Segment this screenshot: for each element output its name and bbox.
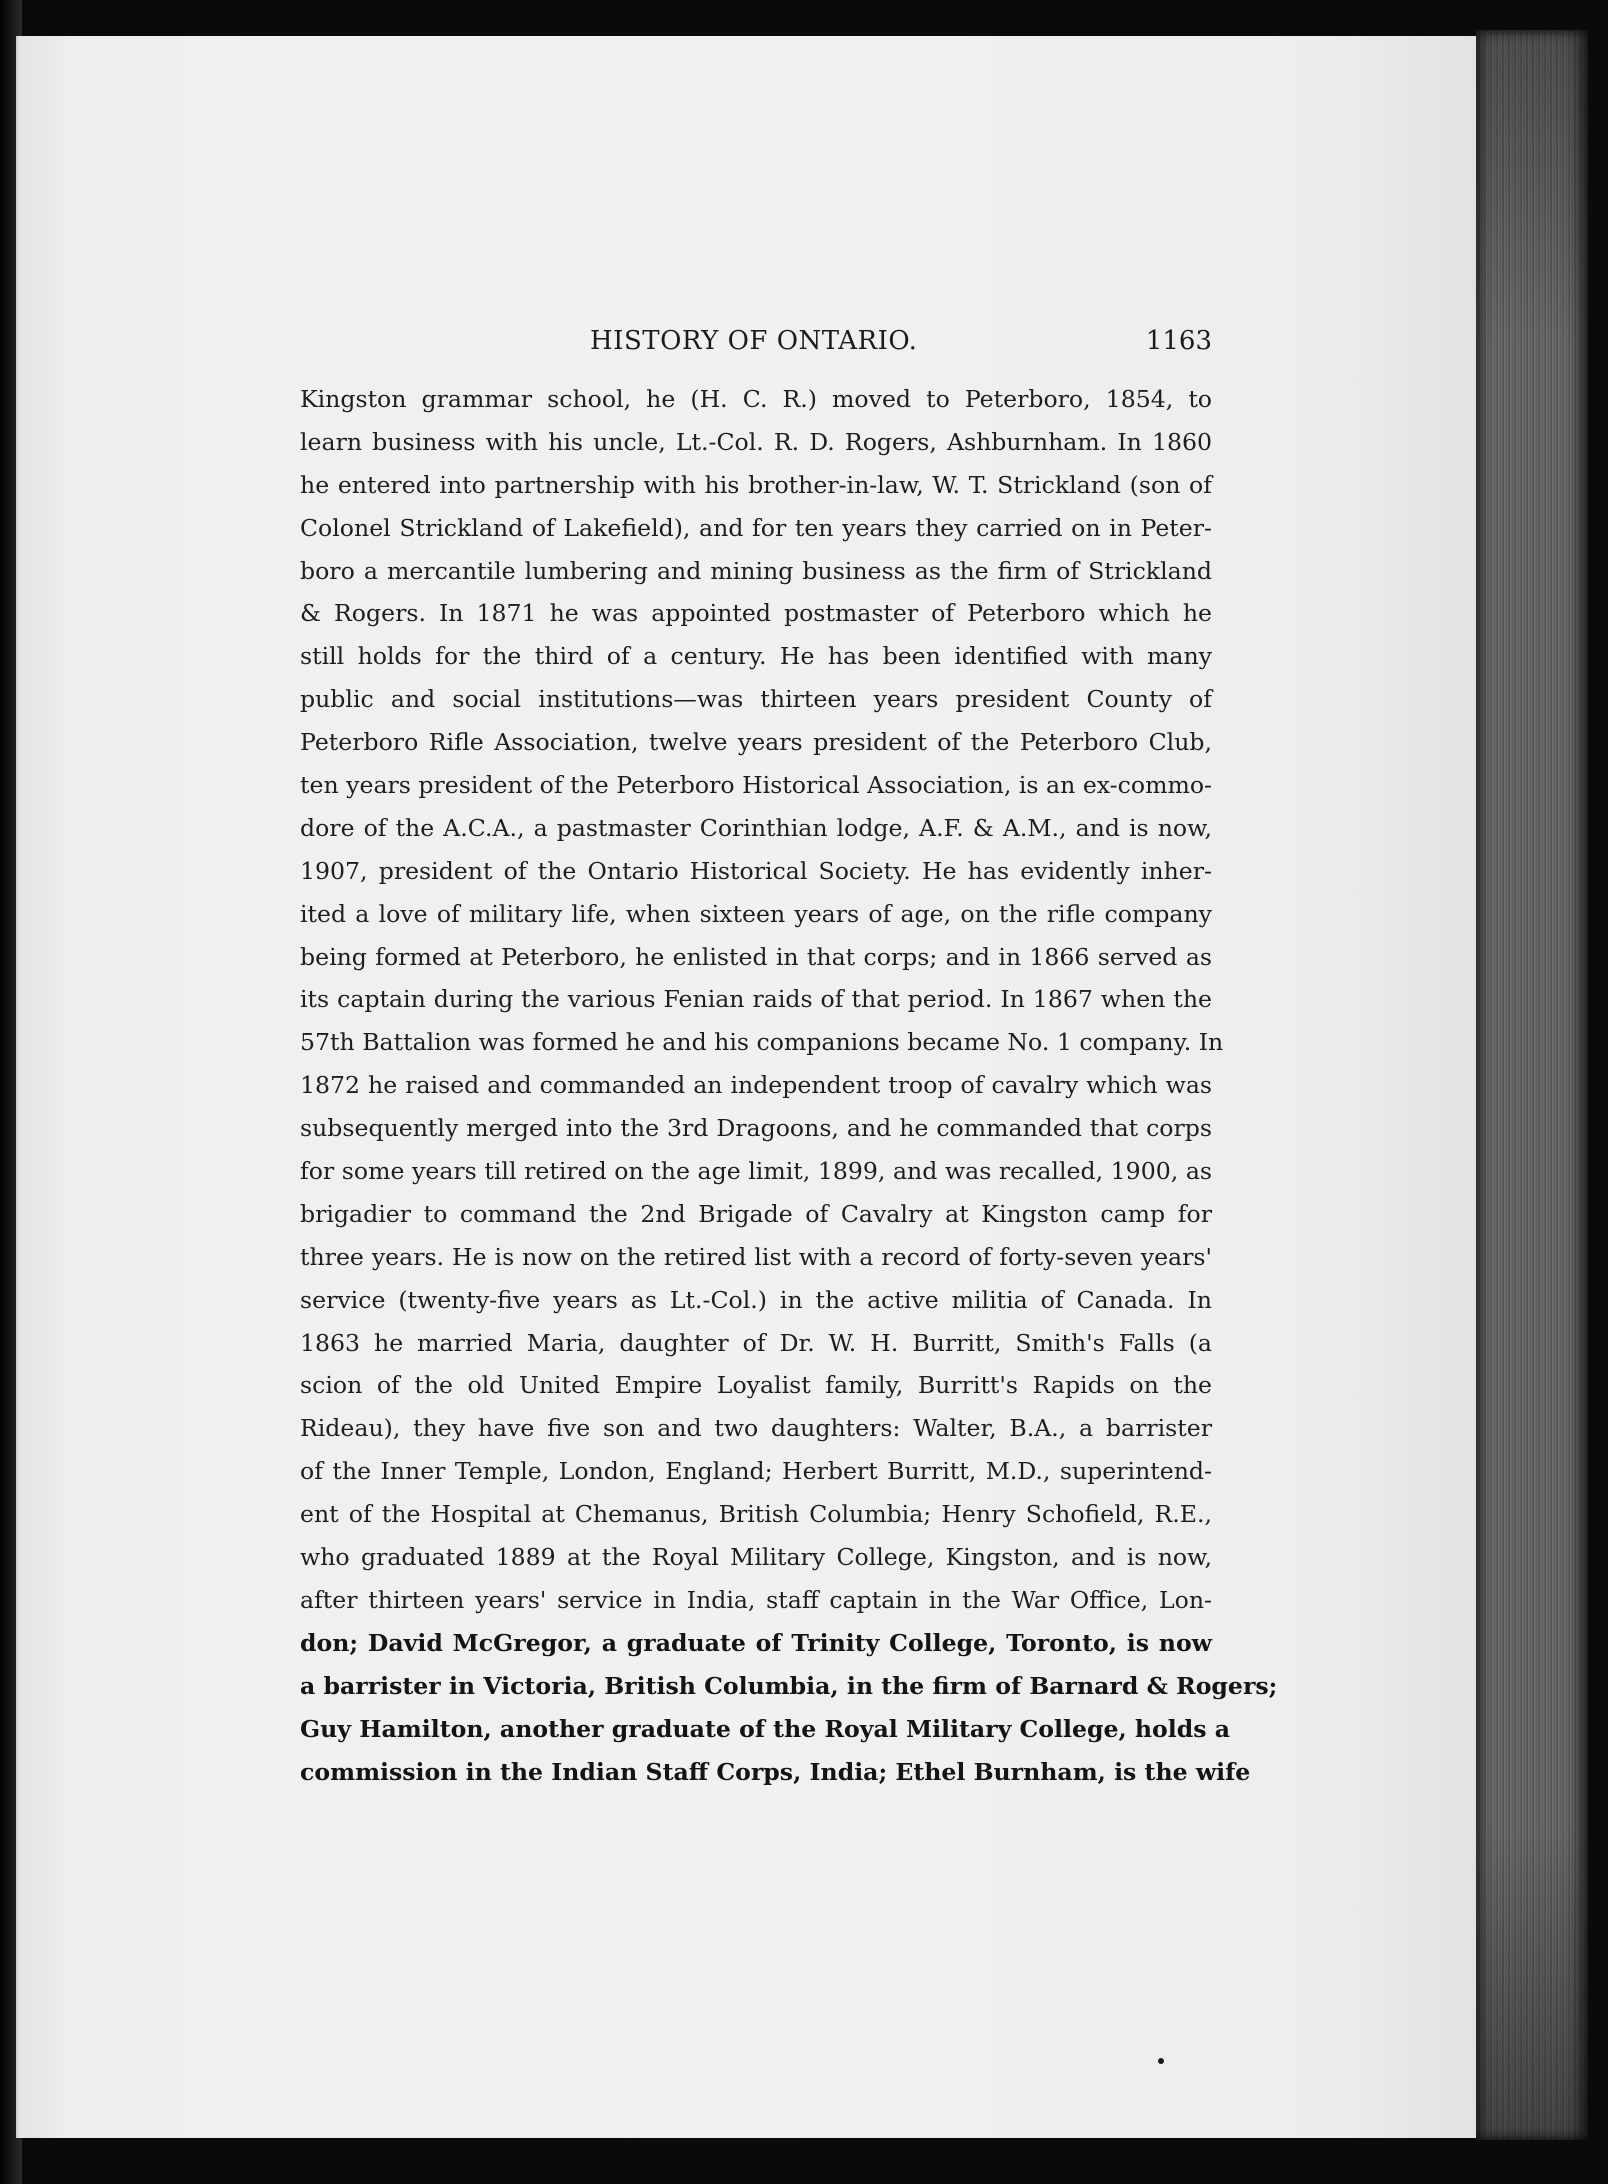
text-line: he entered into partnership with his brother-in-law, W. T. Strickland (son of: [300, 470, 1212, 499]
text-line: being formed at Peterboro, he enlisted in that corps; and in 1866 served as: [300, 942, 1212, 971]
text-line: Kingston grammar school, he (H. C. R.) moved to Peterboro, 1854, to: [300, 385, 1212, 413]
text-line: ited a love of military life, when sixteen years of age, on the rifle company: [300, 899, 1212, 928]
text-line: brigadier to command the 2nd Brigade of Cavalry at Kingston camp for: [300, 1199, 1212, 1228]
text-line: ten years president of the Peterboro Historical Association, is an ex-commo-: [300, 771, 1212, 800]
text-line: three years. He is now on the retired list with a record of forty-seven years': [300, 1242, 1212, 1271]
scan-speck: [1158, 2058, 1164, 2064]
text-line: still holds for the third of a century. He has been identified with many: [300, 642, 1212, 671]
text-line: boro a mercantile lumbering and mining business as the firm of Strickland: [300, 556, 1212, 585]
text-line: 57th Battalion was formed he and his companions became No. 1 company. In: [300, 1028, 1224, 1057]
text-line: dore of the A.C.A., a pastmaster Corinthian lodge, A.F. & A.M., and is now,: [300, 813, 1212, 842]
text-line: a barrister in Victoria, British Columbia, in the firm of Barnard & Rogers;: [300, 1671, 1278, 1700]
text-line: Rideau), they have five son and two daughters: Walter, B.A., a barrister: [300, 1414, 1212, 1443]
text-line: service (twenty-five years as Lt.-Col.) in the active militia of Canada. In: [300, 1285, 1212, 1314]
text-line: of the Inner Temple, London, England; Herbert Burritt, M.D., superintend-: [300, 1457, 1212, 1486]
text-line: commission in the Indian Staff Corps, India; Ethel Burnham, is the wife: [300, 1757, 1251, 1786]
text-line: who graduated 1889 at the Royal Military College, Kingston, and is now,: [300, 1543, 1212, 1572]
running-head: [300, 326, 1212, 366]
text-line: Guy Hamilton, another graduate of the Royal Military College, holds a: [300, 1714, 1231, 1743]
text-line: learn business with his uncle, Lt.-Col. R. D. Rogers, Ashburnham. In 1860: [300, 427, 1212, 456]
text-line: don; David McGregor, a graduate of Trinity College, Toronto, is now: [300, 1628, 1212, 1657]
text-line: subsequently merged into the 3rd Dragoons, and he commanded that corps: [300, 1114, 1212, 1143]
text-line: after thirteen years' service in India, staff captain in the War Office, Lon-: [300, 1585, 1212, 1614]
page-number: 1163: [1145, 326, 1212, 356]
text-line: 1863 he married Maria, daughter of Dr. W. H. Burritt, Smith's Falls (a: [300, 1328, 1212, 1357]
text-line: 1872 he raised and commanded an independent troop of cavalry which was: [300, 1071, 1212, 1100]
text-line: for some years till retired on the age limit, 1899, and was recalled, 1900, as: [300, 1157, 1212, 1186]
page-stack-shadow: [1476, 30, 1588, 2140]
text-line: Colonel Strickland of Lakefield), and for ten years they carried on in Peter-: [300, 513, 1212, 542]
text-line: Peterboro Rifle Association, twelve years president of the Peterboro Club,: [300, 728, 1212, 757]
text-line: & Rogers. In 1871 he was appointed postmaster of Peterboro which he: [300, 599, 1212, 628]
text-line: 1907, president of the Ontario Historical Society. He has evidently inher-: [300, 856, 1212, 885]
text-line: scion of the old United Empire Loyalist family, Burritt's Rapids on the: [300, 1371, 1212, 1400]
body-text: [300, 378, 1278, 1793]
text-line: ent of the Hospital at Chemanus, British Columbia; Henry Schofield, R.E.,: [300, 1500, 1212, 1529]
text-line: its captain during the various Fenian raids of that period. In 1867 when the: [300, 985, 1212, 1014]
text-line: public and social institutions—was thirteen years president County of: [300, 685, 1212, 714]
running-title: HISTORY OF ONTARIO.: [590, 326, 918, 356]
